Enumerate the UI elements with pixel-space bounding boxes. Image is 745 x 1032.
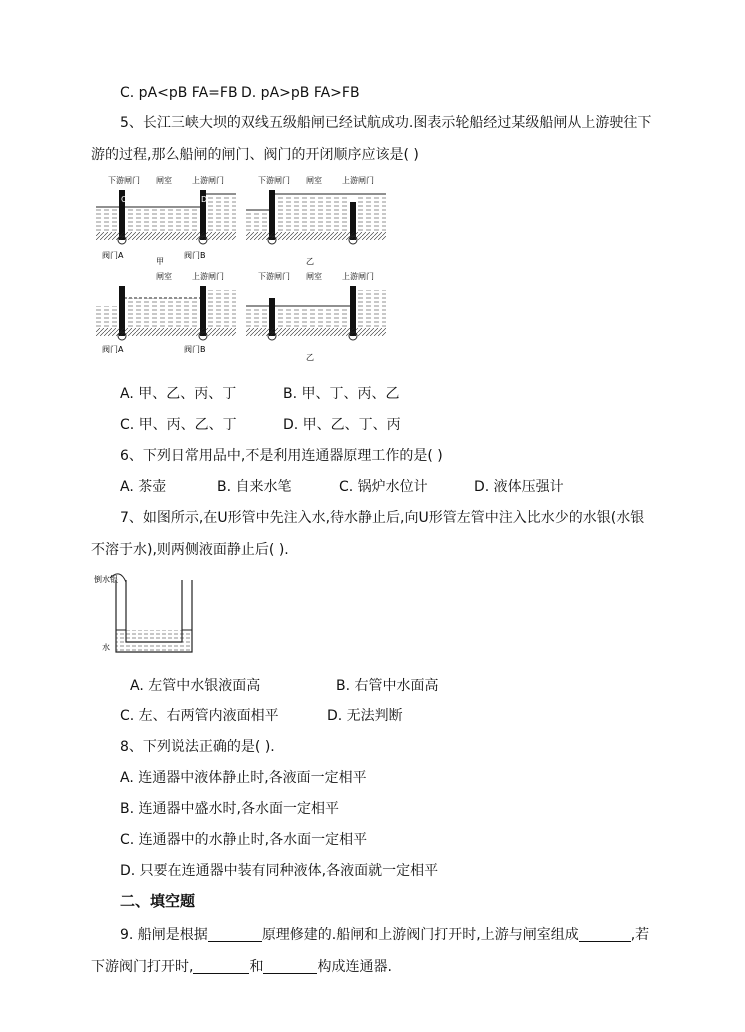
q9-text-2: 原理修建的.船闸和上游阀门打开时,上游与闸室组成 bbox=[261, 927, 579, 943]
q9-blank-4[interactable] bbox=[263, 959, 317, 974]
u-tube-figure bbox=[90, 568, 200, 668]
svg-text:阀门A: 阀门A bbox=[102, 345, 124, 354]
q9-text-1: 9. 船闸是根据 bbox=[120, 927, 208, 943]
svg-text:下游闸门: 下游闸门 bbox=[258, 272, 290, 281]
svg-text:闸室: 闸室 bbox=[306, 272, 322, 281]
q9-text-5: 和 bbox=[249, 959, 264, 975]
q9-blank-2[interactable] bbox=[579, 927, 631, 942]
svg-text:乙: 乙 bbox=[306, 353, 314, 362]
q9-text-6: 构成连通器. bbox=[317, 959, 392, 975]
q9-line2 bbox=[91, 957, 392, 977]
svg-text:乙: 乙 bbox=[306, 257, 314, 266]
svg-text:闸室: 闸室 bbox=[156, 272, 172, 281]
svg-text:下游闸门: 下游闸门 bbox=[258, 176, 290, 185]
q9-text-4: 下游阀门打开时, bbox=[91, 959, 194, 975]
lock-panel-1 bbox=[96, 175, 236, 266]
q8-option-b: B. 连通器中盛水时,各水面一定相平 bbox=[120, 801, 339, 817]
gate-d-label: D bbox=[201, 195, 208, 204]
q5-stem-line1: 5、长江三峡大坝的双线五级船闸已经试航成功.图表示轮船经过某级船闸从上游驶往下 bbox=[120, 115, 652, 131]
lower-gate-label: 下游闸门 bbox=[108, 176, 140, 185]
q5-stem-line2: 游的过程,那么船闸的闸门、阀门的开闭顺序应该是( ) bbox=[91, 147, 419, 163]
lock-panel-2 bbox=[246, 175, 386, 266]
q8-option-d: D. 只要在连通器中装有同种液体,各液面就一定相平 bbox=[120, 863, 439, 879]
svg-text:上游闸门: 上游闸门 bbox=[342, 176, 374, 185]
panel-label: 甲 bbox=[156, 257, 164, 266]
q8-option-a: A. 连通器中液体静止时,各液面一定相平 bbox=[120, 770, 367, 786]
q7-option-c: C. 左、右两管内液面相平 bbox=[120, 708, 279, 724]
q6-option-a: A. 茶壶 bbox=[120, 479, 167, 495]
q7-option-d: D. 无法判断 bbox=[327, 708, 403, 724]
q5-option-a: A. 甲、乙、丙、丁 bbox=[120, 386, 237, 402]
section-title: 二、填空题 bbox=[120, 892, 196, 910]
q7-stem-line1: 7、如图所示,在U形管中先注入水,待水静止后,向U形管左管中注入比水少的水银(水银 bbox=[120, 510, 645, 526]
q6-option-c: C. 锅炉水位计 bbox=[339, 479, 428, 495]
q8-stem: 8、下列说法正确的是( ). bbox=[120, 739, 275, 755]
q6-option-d: D. 液体压强计 bbox=[474, 479, 564, 495]
q9-blank-3[interactable] bbox=[193, 959, 249, 974]
q9-text-3: ,若 bbox=[630, 927, 650, 943]
q5-option-d: D. 甲、乙、丁、丙 bbox=[283, 417, 401, 433]
lock-panel-4 bbox=[246, 271, 386, 362]
q7-option-a: A. 左管中水银液面高 bbox=[130, 678, 261, 694]
svg-text:闸室: 闸室 bbox=[306, 176, 322, 185]
upper-gate-label: 上游闸门 bbox=[192, 176, 224, 185]
q6-stem: 6、下列日常用品中,不是利用连通器原理工作的是( ) bbox=[120, 448, 443, 464]
lock-panel-3 bbox=[96, 271, 236, 354]
q7-stem-line2: 不溶于水),则两侧液面静止后( ). bbox=[91, 542, 289, 558]
q9-blank-1[interactable] bbox=[208, 927, 262, 942]
q6-option-b: B. 自来水笔 bbox=[217, 479, 292, 495]
q5-option-b: B. 甲、丁、丙、乙 bbox=[283, 386, 400, 402]
q4-option-c: C. pA<pB FA=FB bbox=[120, 85, 238, 101]
svg-text:上游闸门: 上游闸门 bbox=[192, 272, 224, 281]
valve-a-label: 阀门A bbox=[102, 251, 124, 260]
svg-text:上游闸门: 上游闸门 bbox=[342, 272, 374, 281]
water-label: 水 bbox=[102, 643, 110, 652]
q5-option-c: C. 甲、丙、乙、丁 bbox=[120, 417, 237, 433]
q8-option-c: C. 连通器中的水静止时,各水面一定相平 bbox=[120, 832, 368, 848]
chamber-label: 闸室 bbox=[156, 176, 172, 185]
svg-text:阀门B: 阀门B bbox=[184, 345, 206, 354]
q7-option-b: B. 右管中水面高 bbox=[336, 678, 439, 694]
valve-b-label: 阀门B bbox=[184, 251, 206, 260]
q4-option-d: D. pA>pB FA>FB bbox=[241, 85, 360, 101]
gate-c-label: C bbox=[121, 195, 127, 204]
q9-line1 bbox=[120, 925, 649, 945]
ship-lock-figure bbox=[96, 172, 396, 362]
pour-mercury-label: 倒水银 bbox=[94, 575, 118, 584]
